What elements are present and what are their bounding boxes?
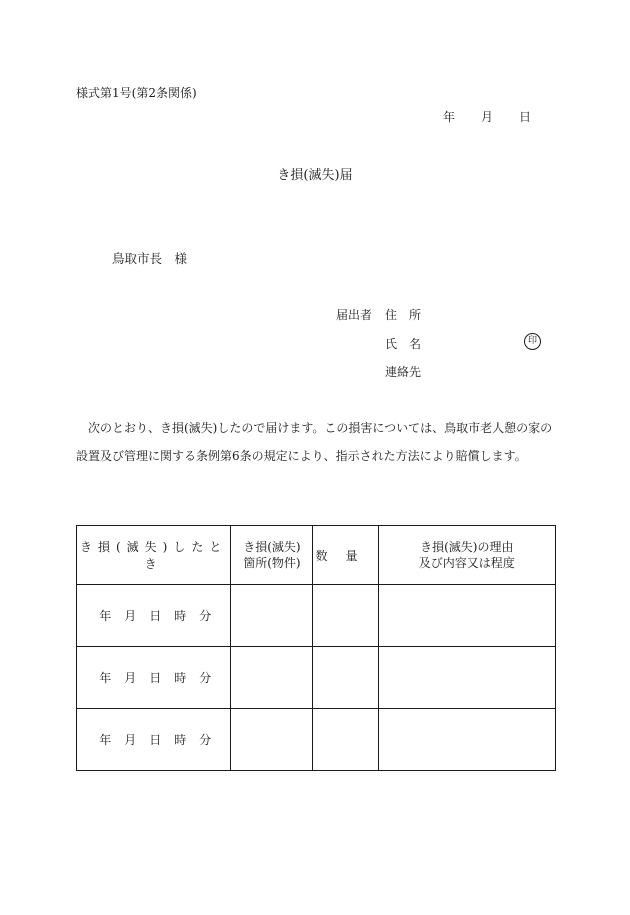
datetime-cell[interactable]: 年月日時分 [77,585,231,647]
form-number: 様式第1号(第2条関係) [76,86,197,100]
reason-cell[interactable] [378,647,555,709]
header-place-line1: き損(滅失) [243,540,301,554]
datetime-cell[interactable]: 年月日時分 [77,709,231,771]
quantity-cell[interactable] [313,585,378,647]
contact-label: 連絡先 [385,365,422,379]
header-place [231,526,313,585]
table-header-row [77,526,556,585]
datetime-cell[interactable]: 年月日時分 [77,647,231,709]
place-cell[interactable] [231,585,313,647]
header-reason-line1: き損(滅失)の理由 [420,540,514,554]
reason-cell[interactable] [378,709,555,771]
damage-table [76,525,556,771]
body-paragraph: 次のとおり、き損(滅失)したので届けます。この損害については、鳥取市老人憩の家の設置及び管理に関する条例第6条の規定により、指示された方法により賠償します。 [76,421,553,463]
address-label: 住 所 [385,308,422,322]
place-cell[interactable] [231,709,313,771]
header-quantity: 数量 [313,526,378,585]
date-line [443,108,531,125]
header-reason-line2: 及び内容又は程度 [418,556,515,570]
header-place-line2: 箇所(物件) [243,556,301,570]
date-year-label: 年 [443,110,456,124]
name-label: 氏 名 [385,337,422,351]
table-row [77,647,556,709]
document-title: き損(滅失)届 [277,168,353,183]
header-when: き損(滅失)したとき [77,526,231,585]
quantity-cell[interactable] [313,647,378,709]
reason-cell[interactable] [378,585,555,647]
quantity-cell[interactable] [313,709,378,771]
date-month-label: 月 [481,110,494,124]
place-cell[interactable] [231,647,313,709]
header-reason [378,526,555,585]
date-day-label: 日 [519,110,532,124]
table-row [77,709,556,771]
addressee: 鳥取市長 様 [112,251,188,266]
seal-mark-icon: 印 [524,333,541,350]
table-row [77,585,556,647]
applicant-label: 届出者 [336,308,373,322]
